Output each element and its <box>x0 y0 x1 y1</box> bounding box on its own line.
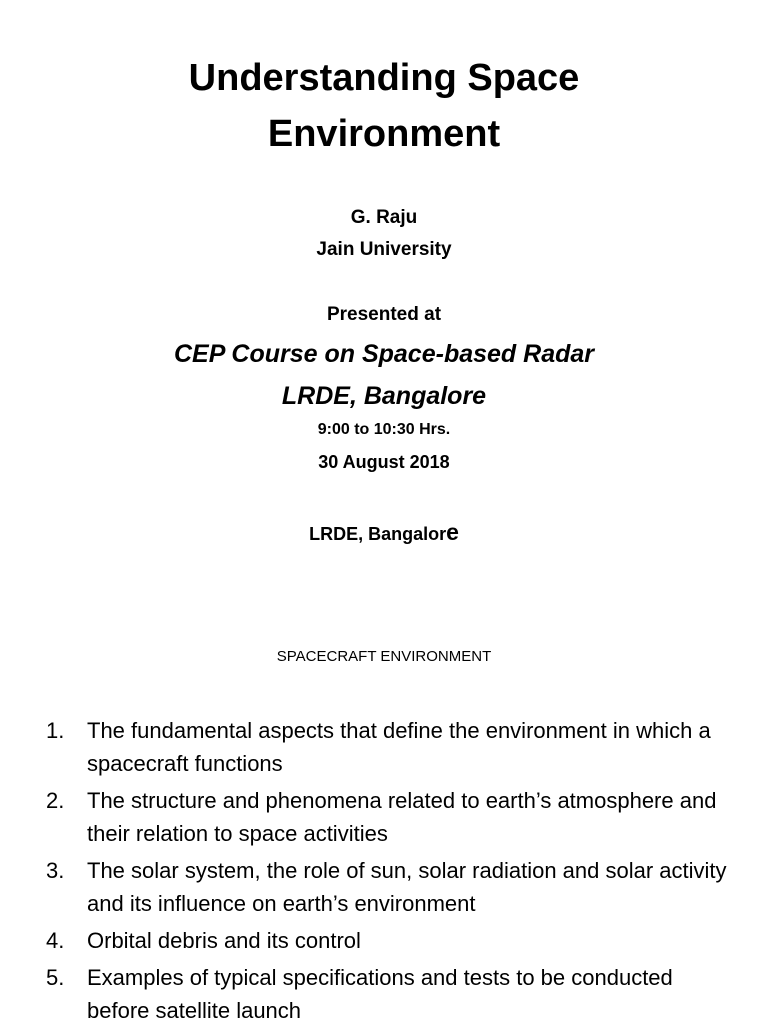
list-item-number: 4. <box>46 928 65 953</box>
list-item <box>46 961 736 1027</box>
list-item <box>46 714 736 780</box>
list-item <box>46 854 736 920</box>
list-item-text: The solar system, the role of sun, solar radiation and solar activity and its influence on earth’s environment <box>87 858 727 916</box>
list-item-number: 3. <box>46 858 65 883</box>
venue: LRDE, Bangalore <box>281 382 487 410</box>
author-name: G. Raju <box>350 207 418 228</box>
session-date: 30 August 2018 <box>318 452 450 472</box>
title-line-2: Environment <box>267 113 501 155</box>
list-item <box>46 924 736 957</box>
agenda-list <box>46 714 736 1031</box>
list-item-number: 5. <box>46 965 65 990</box>
list-item <box>46 784 736 850</box>
list-item-text: Examples of typical specifications and tests to be conducted before satellite launch <box>87 965 673 1023</box>
list-item-number: 1. <box>46 718 65 743</box>
list-item-text: Orbital debris and its control <box>87 928 361 953</box>
author-affiliation: Jain University <box>316 239 452 260</box>
section-heading: SPACECRAFT ENVIRONMENT <box>276 648 492 665</box>
slide-title <box>0 50 768 162</box>
list-item-text: The structure and phenomena related to earth’s atmosphere and their relation to space activities <box>87 788 717 846</box>
presented-at-label: Presented at <box>326 304 442 325</box>
course-name: CEP Course on Space-based Radar <box>173 340 595 368</box>
session-time: 9:00 to 10:30 Hrs. <box>317 421 451 438</box>
footer-place <box>0 520 768 546</box>
title-line-1: Understanding Space <box>188 57 580 99</box>
footer-place-end: e <box>446 519 459 545</box>
list-item-number: 2. <box>46 788 65 813</box>
list-item-text: The fundamental aspects that define the environment in which a spacecraft functions <box>87 718 711 776</box>
footer-place-main: LRDE, Bangalor <box>309 524 447 544</box>
